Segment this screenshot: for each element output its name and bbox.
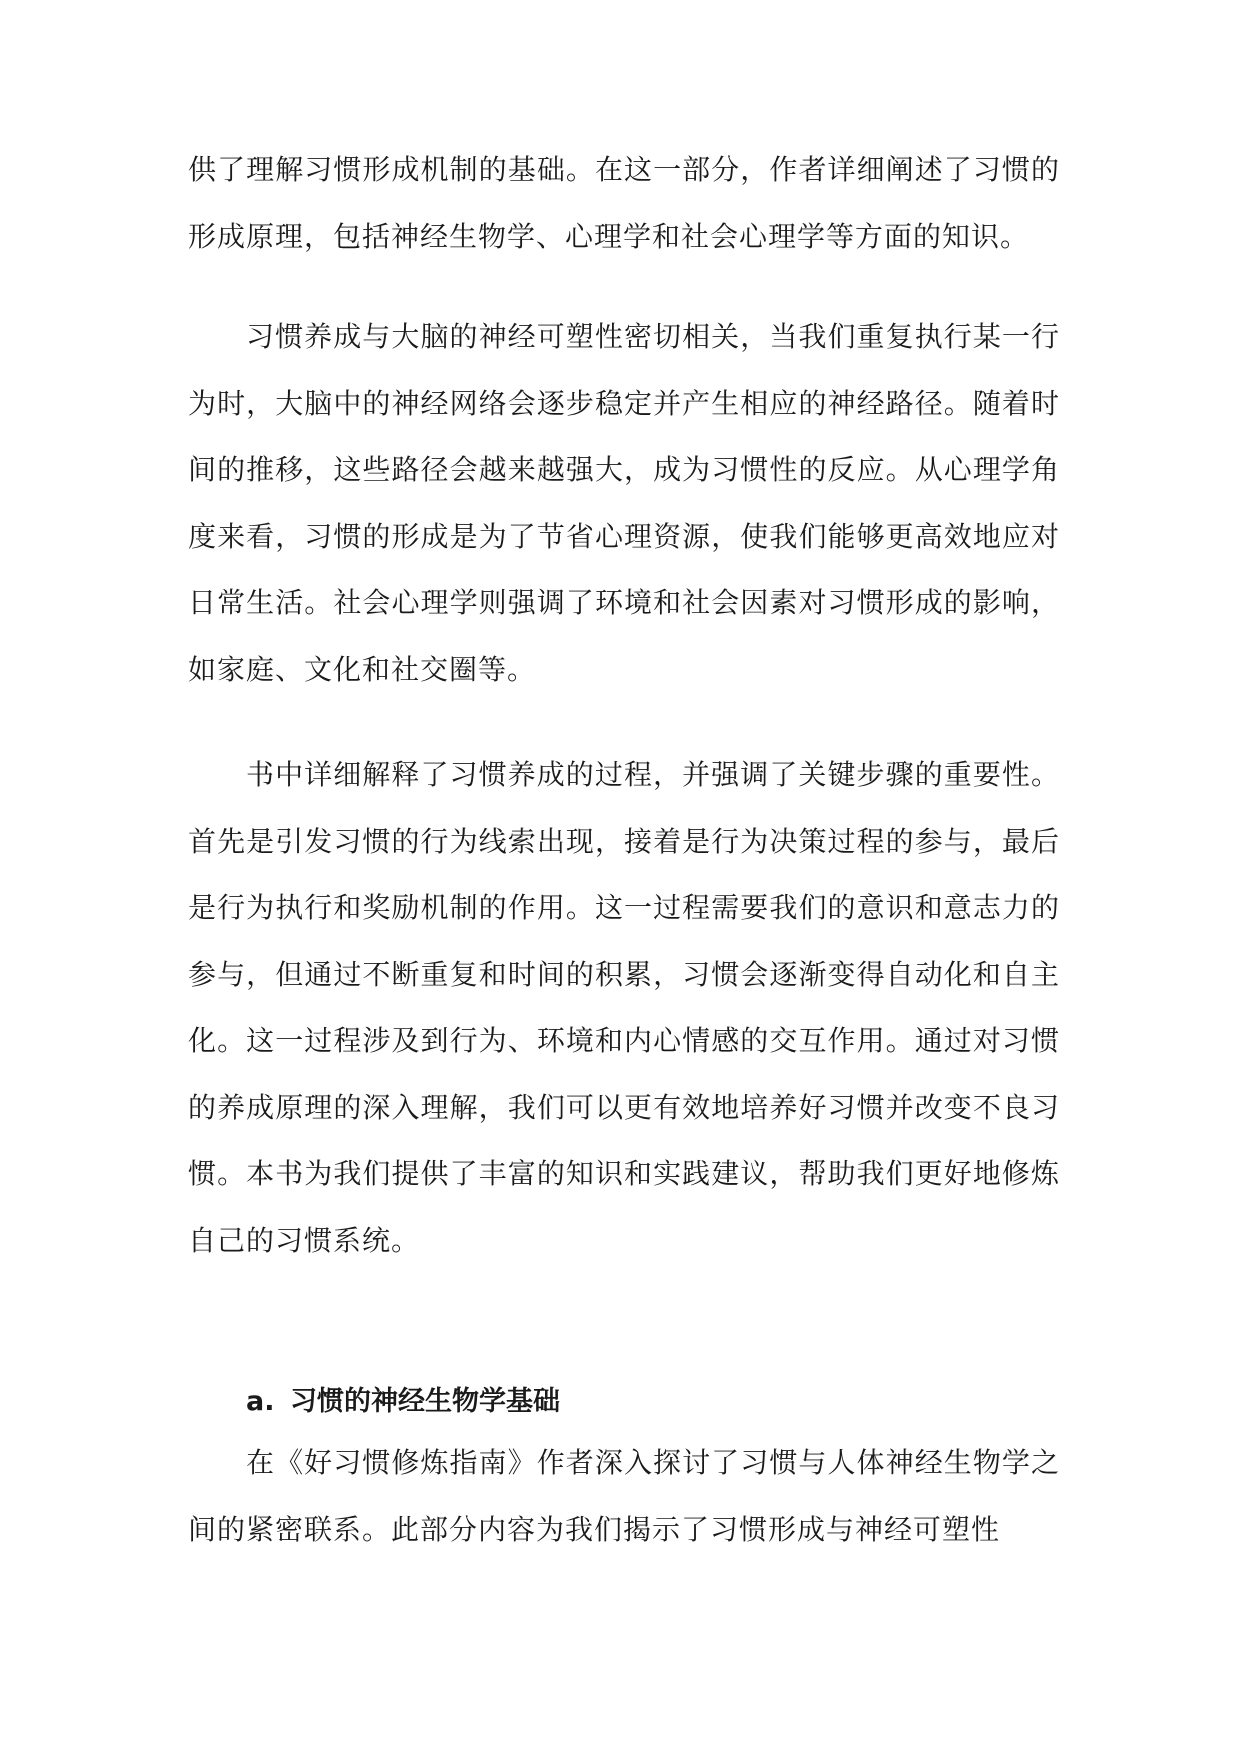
section-heading [246, 1382, 560, 1422]
paragraph-habit-process: 书中详细解释了习惯养成的过程，并强调了关键步骤的重要性。首先是引发习惯的行为线索出现，接着是行为决策过程的参与，最后是行为执行和奖励机制的作用。这一过程需要我们的意识和意志力的参与，但通过不断重复和时间的积累，习惯会逐渐变得自动化和自主化。这一过程涉及到行为、环境和内心情感的交互作用。通过对习惯的养成原理的深入理解，我们可以更有效地培养好习惯并改变不良习惯。本书为我们提供了丰富的知识和实践建议，帮助我们更好地修炼自己的习惯系统。 [188, 758, 1060, 1257]
section-heading-title: 习惯的神经生物学基础 [290, 1386, 560, 1417]
paragraph-continuation: 供了理解习惯形成机制的基础。在这一部分，作者详细阐述了习惯的形成原理，包括神经生物学、心理学和社会心理学等方面的知识。 [188, 153, 1060, 253]
section-heading-marker: a. [246, 1386, 275, 1417]
paragraph-neuroplasticity: 习惯养成与大脑的神经可塑性密切相关，当我们重复执行某一行为时，大脑中的神经网络会逐步稳定并产生相应的神经路径。随着时间的推移，这些路径会越来越强大，成为习惯性的反应。从心理学角度来看，习惯的形成是为了节省心理资源，使我们能够更高效地应对日常生活。社会心理学则强调了环境和社会因素对习惯形成的影响，如家庭、文化和社交圈等。 [188, 320, 1060, 686]
paragraph-neurobiology-intro: 在《好习惯修炼指南》作者深入探讨了习惯与人体神经生物学之间的紧密联系。此部分内容为我们揭示了习惯形成与神经可塑性 [188, 1446, 1060, 1546]
